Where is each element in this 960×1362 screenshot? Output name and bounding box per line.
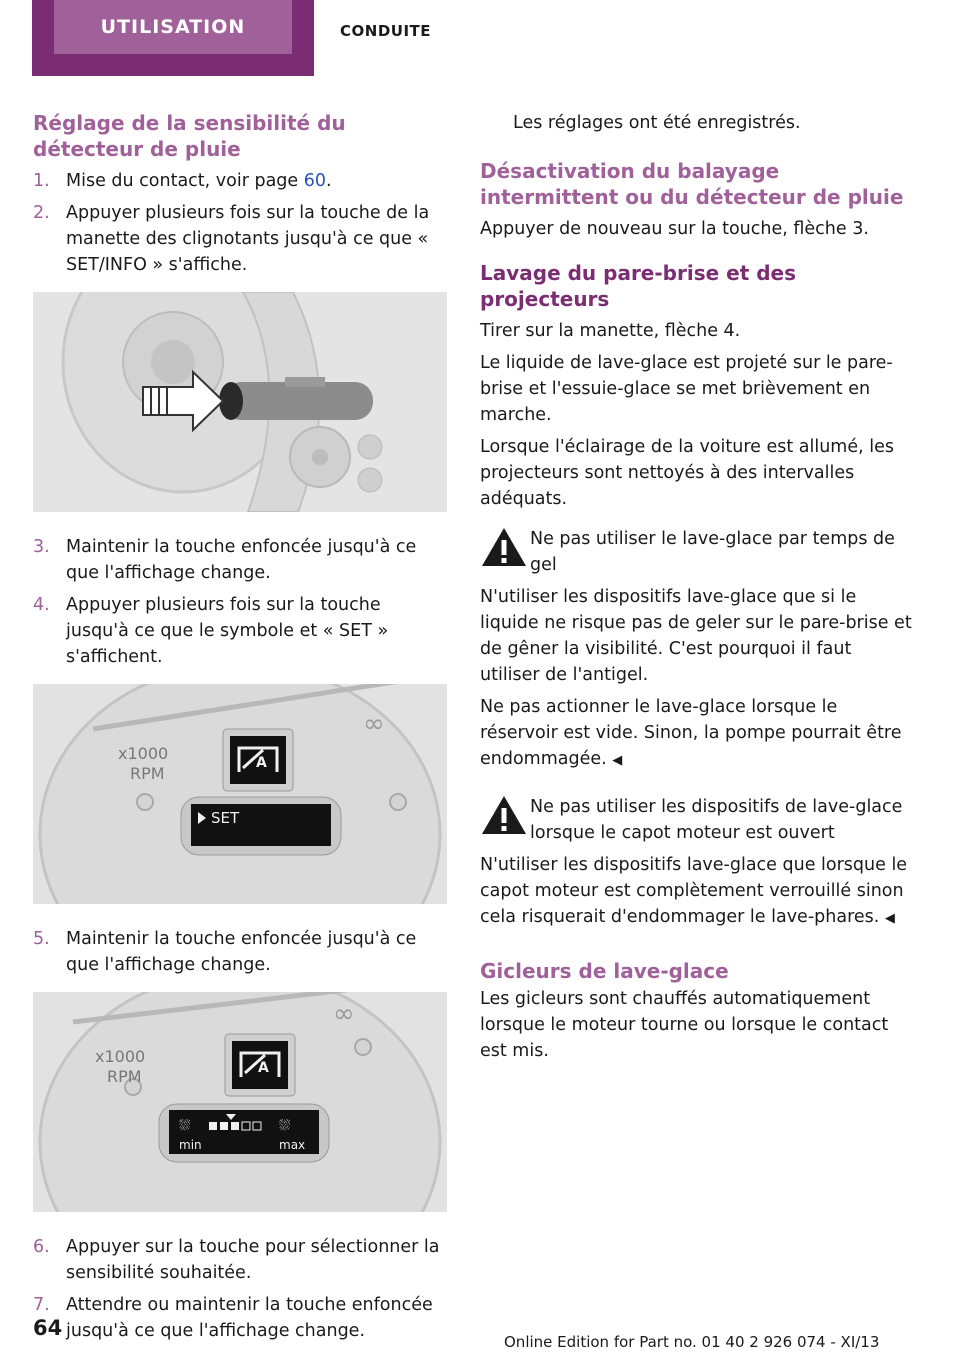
- step-7: [33, 1292, 447, 1344]
- page-number: 64: [33, 1316, 63, 1340]
- step-5: [33, 926, 447, 978]
- step-number: 5.: [33, 929, 50, 949]
- figure-display-sensitivity: [33, 992, 447, 1212]
- tachometer-set-illustration: [33, 684, 447, 904]
- washing-text-3: Lorsque l'éclairage de la voiture est allumé, les projecteurs sont nettoyés à des intervalles adéquats.: [480, 437, 894, 509]
- svg-text:A: A: [256, 755, 267, 771]
- sensitivity-min-label: min: [179, 1138, 202, 1152]
- warning-frost-text-1: N'utiliser les dispositifs lave-glace que si le liquide ne risque pas de geler sur le pare-brise et de gêner la visibilité. C'est pourquoi il faut utiliser de l'antigel.: [480, 587, 912, 685]
- step-4: [33, 592, 447, 670]
- section-title-nozzles: Gicleurs de lave-glace: [480, 959, 729, 983]
- step-text: Attendre ou maintenir la touche enfoncée jusqu'à ce que l'affichage change.: [66, 1295, 433, 1341]
- step-text: Appuyer plusieurs fois sur la touche de la manette des clignotants jusqu'à ce que « SET/INFO » s'affiche.: [66, 203, 430, 275]
- step-6: [33, 1234, 447, 1286]
- right-column: [480, 110, 914, 1070]
- washing-text-1: Tirer sur la manette, flèche 4.: [480, 321, 741, 341]
- washing-text-2: Le liquide de lave-glace est projeté sur le pare-brise et l'essuie-glace se met brièvement en marche.: [480, 353, 893, 425]
- svg-text:A: A: [258, 1060, 269, 1076]
- left-column: [33, 110, 447, 1350]
- step-text: [66, 168, 447, 194]
- warning-hood: [480, 794, 914, 846]
- warning-frost-text-2-body: Ne pas actionner le lave-glace lorsque le réservoir est vide. Sinon, la pompe pourrait être endommagée.: [480, 697, 902, 769]
- chapter-tab-utilisation[interactable]: UTILISATION: [54, 0, 292, 54]
- svg-text:∞: ∞: [333, 999, 355, 1029]
- step-text: Maintenir la touche enfoncée jusqu'à ce que l'affichage change.: [66, 929, 417, 975]
- svg-text:∞: ∞: [363, 709, 385, 739]
- settings-saved-text: Les réglages ont été enregistrés.: [513, 113, 801, 133]
- tachometer-sensitivity-illustration: [33, 992, 447, 1212]
- nozzles-text: Les gicleurs sont chauffés automatiquement lorsque le moteur tourne ou lorsque le contact est mis.: [480, 989, 889, 1061]
- step-text: Appuyer plusieurs fois sur la touche jusqu'à ce que le symbole et « SET » s'affichent.: [66, 595, 389, 667]
- step-number: 6.: [33, 1237, 50, 1257]
- sensitivity-max-label: max: [279, 1138, 306, 1152]
- step-text: Maintenir la touche enfoncée jusqu'à ce que l'affichage change.: [66, 537, 417, 583]
- step-text-body: Mise du contact, voir page: [66, 171, 304, 191]
- step-1: [33, 168, 447, 194]
- step-number: 2.: [33, 203, 50, 223]
- svg-text:⛆: ⛆: [279, 1118, 291, 1134]
- edition-footer: Online Edition for Part no. 01 40 2 926 074 - XI/13: [504, 1333, 880, 1351]
- end-mark-icon: ◀: [612, 753, 623, 768]
- svg-text:⛆: ⛆: [179, 1118, 191, 1134]
- warning-hood-title: Ne pas utiliser les dispositifs de lave-glace lorsque le capot moteur est ouvert: [530, 797, 903, 843]
- figure-display-set: [33, 684, 447, 904]
- warning-hood-text: [480, 852, 914, 932]
- warning-frost-text-2: [480, 694, 914, 774]
- rpm-label-top: x1000: [95, 1047, 146, 1066]
- step-number: 7.: [33, 1295, 50, 1315]
- section-title-washing: Lavage du pare-brise et des projecteurs: [480, 261, 797, 311]
- step-number: 3.: [33, 537, 50, 557]
- display-set-text: SET: [211, 809, 240, 827]
- end-mark-icon: ◀: [884, 911, 895, 926]
- warning-triangle-icon: [480, 794, 528, 838]
- rpm-label-bottom: RPM: [107, 1067, 142, 1086]
- warning-hood-text-body: N'utiliser les dispositifs lave-glace que lorsque le capot moteur est complètement verrouillé sinon cela risquerait d'endommager le lave-phares.: [480, 855, 908, 927]
- section-title-sensitivity: Réglage de la sensibilité du détecteur de pluie: [33, 111, 346, 161]
- step-number: 1.: [33, 171, 50, 191]
- warning-frost: [480, 526, 914, 578]
- figure-turn-signal-stalk: [33, 292, 447, 512]
- warning-frost-title: Ne pas utiliser le lave-glace par temps de gel: [530, 529, 895, 575]
- chapter-tab-conduite[interactable]: CONDUITE: [340, 22, 432, 40]
- deactivation-text: Appuyer de nouveau sur la touche, flèche 3.: [480, 219, 869, 239]
- step-text-suffix: .: [326, 171, 332, 191]
- step-text: Appuyer sur la touche pour sélectionner la sensibilité souhaitée.: [66, 1237, 440, 1283]
- step-2: [33, 200, 447, 278]
- page-link-60[interactable]: 60: [303, 171, 327, 191]
- rpm-label-bottom: RPM: [130, 764, 165, 783]
- chapter-tab-background: [32, 0, 314, 76]
- step-3: [33, 534, 447, 586]
- rpm-label-top: x1000: [118, 744, 169, 763]
- step-number: 4.: [33, 595, 50, 615]
- warning-triangle-icon: [480, 526, 528, 570]
- section-title-deactivation: Désactivation du balayage intermittent ou du détecteur de pluie: [480, 159, 904, 209]
- stalk-illustration: [33, 292, 447, 512]
